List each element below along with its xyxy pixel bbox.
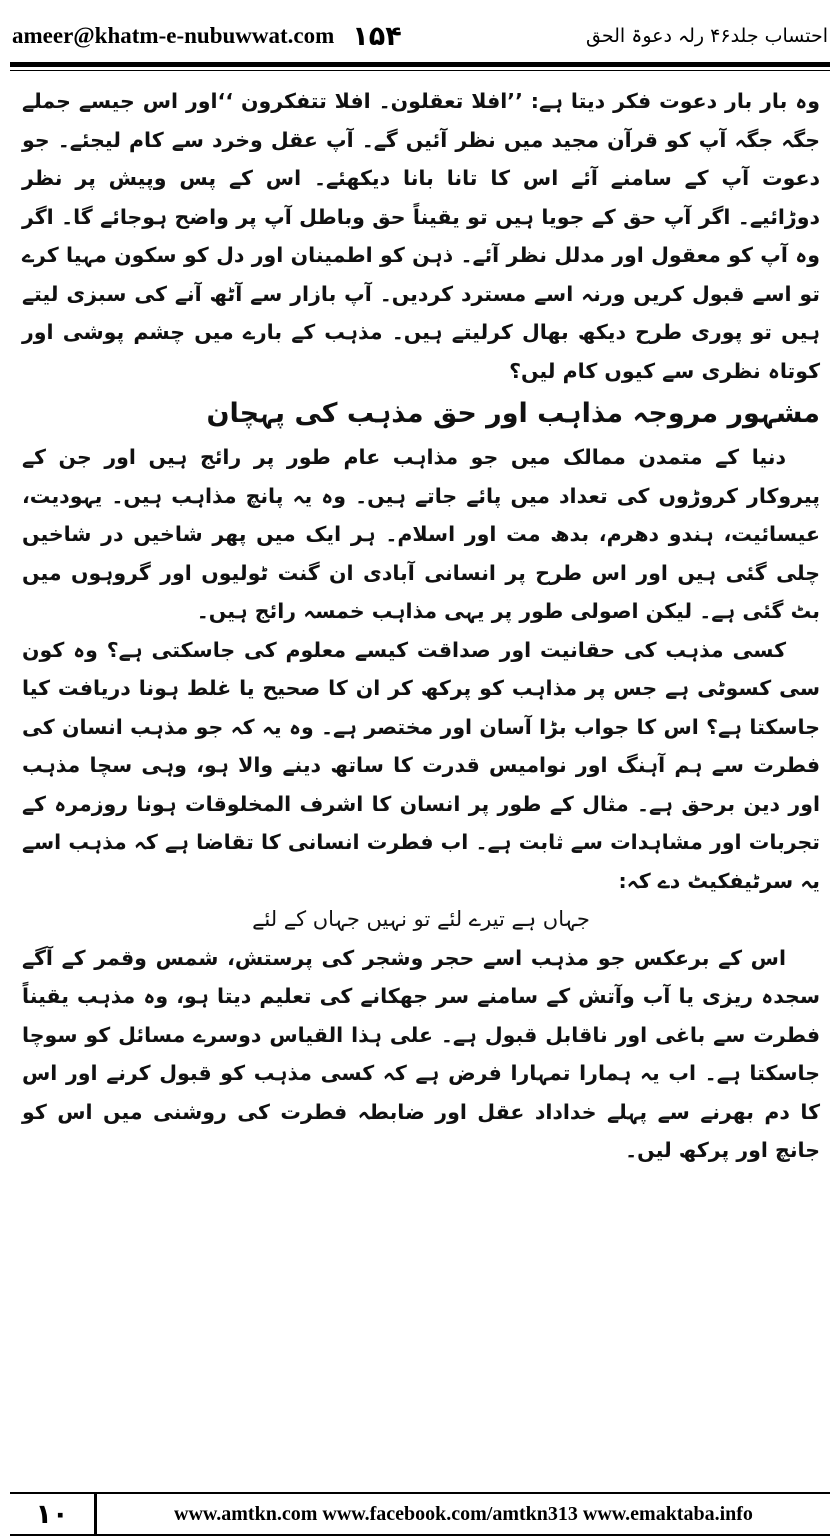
paragraph-2: دنیا کے متمدن ممالک میں جو مذاہب عام طور پر رائج ہیں اور جن کے پیروکار کروڑوں کی تعداد میں پائے جاتے ہیں۔ وہ یہ پانچ مذاہب ہیں۔ یہودیت، عیسائیت، ہندو دھرم، بدھ مت اور اسلام۔ ہر ایک میں پھر شاخیں در شاخیں چلی گئی ہیں اور اس طرح پر انسانی آبادی ان گنت ٹولیوں اور گروہوں میں بٹ گئی ہے۔ لیکن اصولی طور پر یہی مذاہب خمسہ رائج ہیں۔ xyxy=(22,445,820,623)
header-book-title: احتساب جلد۴۶ رلہ دعوۃ الحق xyxy=(586,25,828,47)
page-header xyxy=(12,14,828,58)
page-body xyxy=(22,82,820,1170)
poetry-verse: جہاں ہے تیرے لئے تو نہیں جہاں کے لئے xyxy=(252,907,590,931)
paragraph-1: وہ بار بار دعوت فکر دیتا ہے: ’’افلا تعقلون۔ افلا تتفکرون ‘‘اور اس جیسے جملے جگہ جگہ آپ کو قرآن مجید میں نظر آئیں گے۔ آپ عقل وخرد سے کام لیجئے۔ جو دعوت آپ کے سامنے آئے اس کا تانا بانا دیکھئے۔ اس کے پس وپیش پر نظر دوڑائیے۔ اگر آپ حق کے جویا ہیں تو یقیناً حق وباطل آپ پر واضح ہوجائے گا۔ اگر وہ آپ کو معقول اور مدلل نظر آئے۔ ذہن کو اطمینان اور دل کو سکون مہیا کرے تو اسے قبول کریں ورنہ اسے مسترد کردیں۔ آپ بازار سے آٹھ آنے کی سبزی لیتے ہیں تو پوری طرح دیکھ بھال کرلیتے ہیں۔ مذہب کے بارے میں چشم پوشی اور کوتاہ نظری سے کیوں کام لیں؟ xyxy=(22,89,820,383)
paragraph-4: اس کے برعکس جو مذہب اسے حجر وشجر کی پرستش، شمس وقمر کے آگے سجدہ ریزی یا آب وآتش کے سامنے سر جھکانے کی تعلیم دیتا ہو، وہ مذہب یقیناً فطرت سے باغی اور ناقابل قبول ہے۔ علی ہذا القیاس دوسرے مسائل کو سوچا جاسکتا ہے۔ اب یہ ہمارا تمہارا فرض ہے کہ کسی مذہب کو قبول کرنے اور اس کا دم بھرنے سے پہلے خداداد عقل اور ضابطہ فطرت کی روشنی میں اس کو جانچ اور پرکھ لیں۔ xyxy=(22,945,820,1162)
header-left xyxy=(12,21,402,52)
header-email: ameer@khatm-e-nubuwwat.com xyxy=(12,23,335,48)
paragraph-3: کسی مذہب کی حقانیت اور صداقت کیسے معلوم کی جاسکتی ہے؟ وہ کون سی کسوٹی ہے جس پر مذاہب کو پرکھ کر ان کا صحیح یا غلط ہونا دریافت کیا جاسکتا ہے؟ اس کا جواب بڑا آسان اور مختصر ہے۔ وہ یہ کہ جو مذہب انسان کی فطرت سے ہم آہنگ اور نوامیس قدرت کا ساتھ دینے والا ہو، وہی سچا مذہب اور دین برحق ہے۔ مثال کے طور پر انسان کا اشرف المخلوقات ہونا روزمرہ کے تجربات اور مشاہدات سے ثابت ہے۔ اب فطرت انسانی کا تقاضا ہے کہ مذہب اسے یہ سرٹیفکیٹ دے کہ: xyxy=(22,637,820,893)
header-rule-thin xyxy=(10,70,830,71)
footer-website-links: www.amtkn.com www.facebook.com/amtkn313 www.emaktaba.info xyxy=(174,1502,753,1525)
header-page-number: ۱۵۴ xyxy=(352,20,402,52)
footer-page-number: ۱۰ xyxy=(10,1494,97,1534)
page-footer xyxy=(10,1492,830,1536)
section-heading: مشہور مروجہ مذاہب اور حق مذہب کی پہچان xyxy=(206,398,820,429)
header-rule-thick xyxy=(10,62,830,67)
